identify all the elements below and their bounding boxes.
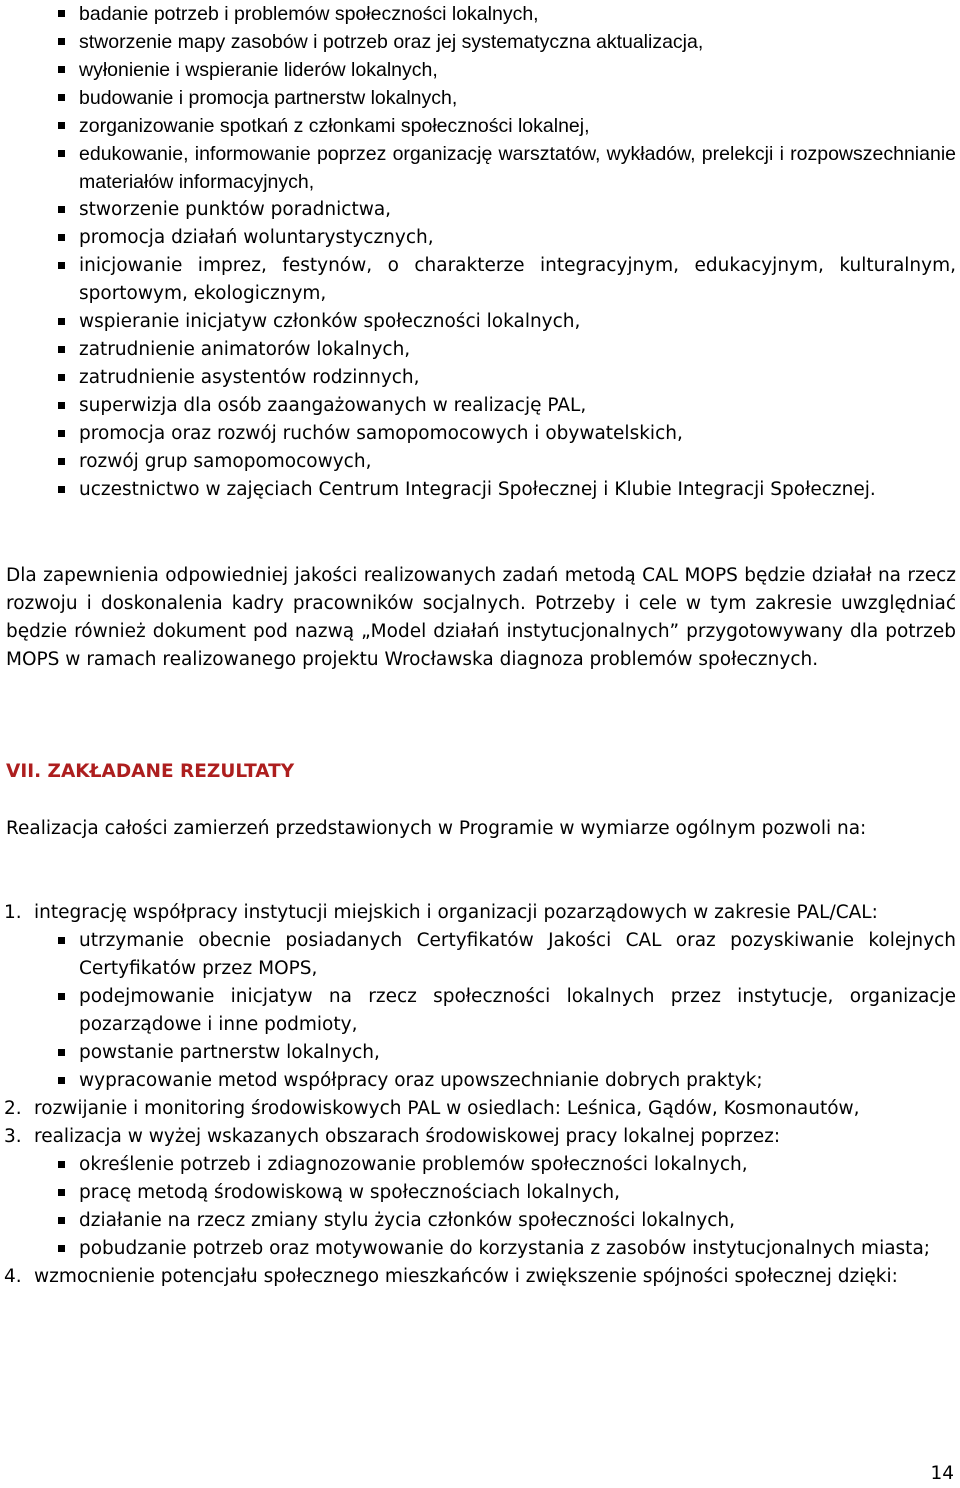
list-item: zatrudnienie asystentów rodzinnych,: [79, 364, 956, 392]
list-item: badanie potrzeb i problemów społeczności lokalnych,: [79, 0, 956, 28]
list-item: superwizja dla osób zaangażowanych w realizację PAL,: [79, 392, 956, 420]
activities-bullet-list: [79, 0, 956, 504]
list-item: rozwój grup samopomocowych,: [79, 448, 956, 476]
section-heading: VII. ZAKŁADANE REZULTATY: [6, 761, 295, 782]
paragraph-staff-development: Dla zapewnienia odpowiedniej jakości realizowanych zadań metodą CAL MOPS będzie działał na rzecz rozwoju i doskonalenia kadry pracowników socjalnych. Potrzeby i cele w tym zakresie uwzględniać będzie również dokument pod nazwą „Model działań instytucjonalnych” przygotowywany dla potrzeb MOPS w ramach realizowanego projektu Wrocławska diagnoza problemów społecznych.: [6, 565, 956, 670]
list-item: stworzenie mapy zasobów i potrzeb oraz jej systematyczna aktualizacja,: [79, 28, 956, 56]
sub-bullet-list: [79, 927, 956, 1095]
results-numbered-list: [4, 899, 956, 1291]
list-item: stworzenie punktów poradnictwa,: [79, 196, 956, 224]
list-item: wyłonienie i wspieranie liderów lokalnych,: [79, 56, 956, 84]
list-item: określenie potrzeb i zdiagnozowanie problemów społeczności lokalnych,: [79, 1151, 956, 1179]
list-item: inicjowanie imprez, festynów, o charakterze integracyjnym, edukacyjnym, kulturalnym, sportowym, ekologicznym,: [79, 252, 956, 308]
paragraph-results-intro: Realizacja całości zamierzeń przedstawionych w Programie w wymiarze ogólnym pozwoli na:: [6, 818, 867, 839]
list-item: powstanie partnerstw lokalnych,: [79, 1039, 956, 1067]
numbered-item-4: [4, 1263, 956, 1291]
list-item: promocja oraz rozwój ruchów samopomocowych i obywatelskich,: [79, 420, 956, 448]
item-text: realizacja w wyżej wskazanych obszarach środowiskowej pracy lokalnej poprzez:: [34, 1126, 781, 1147]
page-number: 14: [930, 1463, 954, 1484]
item-text: integrację współpracy instytucji miejskich i organizacji pozarządowych w zakresie PAL/CAL:: [34, 902, 878, 923]
item-number: 4.: [4, 1266, 22, 1287]
item-number: 1.: [4, 902, 22, 923]
numbered-item-3: [4, 1123, 956, 1263]
list-item: wypracowanie metod współpracy oraz upowszechnianie dobrych praktyk;: [79, 1067, 956, 1095]
list-item: uczestnictwo w zajęciach Centrum Integracji Społecznej i Klubie Integracji Społecznej.: [79, 476, 956, 504]
list-item: zatrudnienie animatorów lokalnych,: [79, 336, 956, 364]
numbered-item-1: [4, 899, 956, 1095]
list-item: edukowanie, informowanie poprzez organizację warsztatów, wykładów, prelekcji i rozpowszechnianie materiałów informacyjnych,: [79, 140, 956, 196]
item-number: 3.: [4, 1126, 22, 1147]
list-item: budowanie i promocja partnerstw lokalnych,: [79, 84, 956, 112]
list-item: podejmowanie inicjatyw na rzecz społeczności lokalnych przez instytucje, organizacje pozarządowe i inne podmioty,: [79, 983, 956, 1039]
list-item: promocja działań woluntarystycznych,: [79, 224, 956, 252]
item-number: 2.: [4, 1098, 22, 1119]
list-item: pobudzanie potrzeb oraz motywowanie do korzystania z zasobów instytucjonalnych miasta;: [79, 1235, 956, 1263]
list-item: zorganizowanie spotkań z członkami społeczności lokalnej,: [79, 112, 956, 140]
sub-bullet-list: [79, 1151, 956, 1263]
list-item: utrzymanie obecnie posiadanych Certyfikatów Jakości CAL oraz pozyskiwanie kolejnych Certyfikatów przez MOPS,: [79, 927, 956, 983]
list-item: pracę metodą środowiskową w społecznościach lokalnych,: [79, 1179, 956, 1207]
item-text: rozwijanie i monitoring środowiskowych PAL w osiedlach: Leśnica, Gądów, Kosmonautów,: [34, 1098, 860, 1119]
list-item: wspieranie inicjatyw członków społeczności lokalnych,: [79, 308, 956, 336]
item-text: wzmocnienie potencjału społecznego mieszkańców i zwiększenie spójności społecznej dzięki:: [34, 1266, 898, 1287]
numbered-item-2: [4, 1095, 956, 1123]
list-item: działanie na rzecz zmiany stylu życia członków społeczności lokalnych,: [79, 1207, 956, 1235]
